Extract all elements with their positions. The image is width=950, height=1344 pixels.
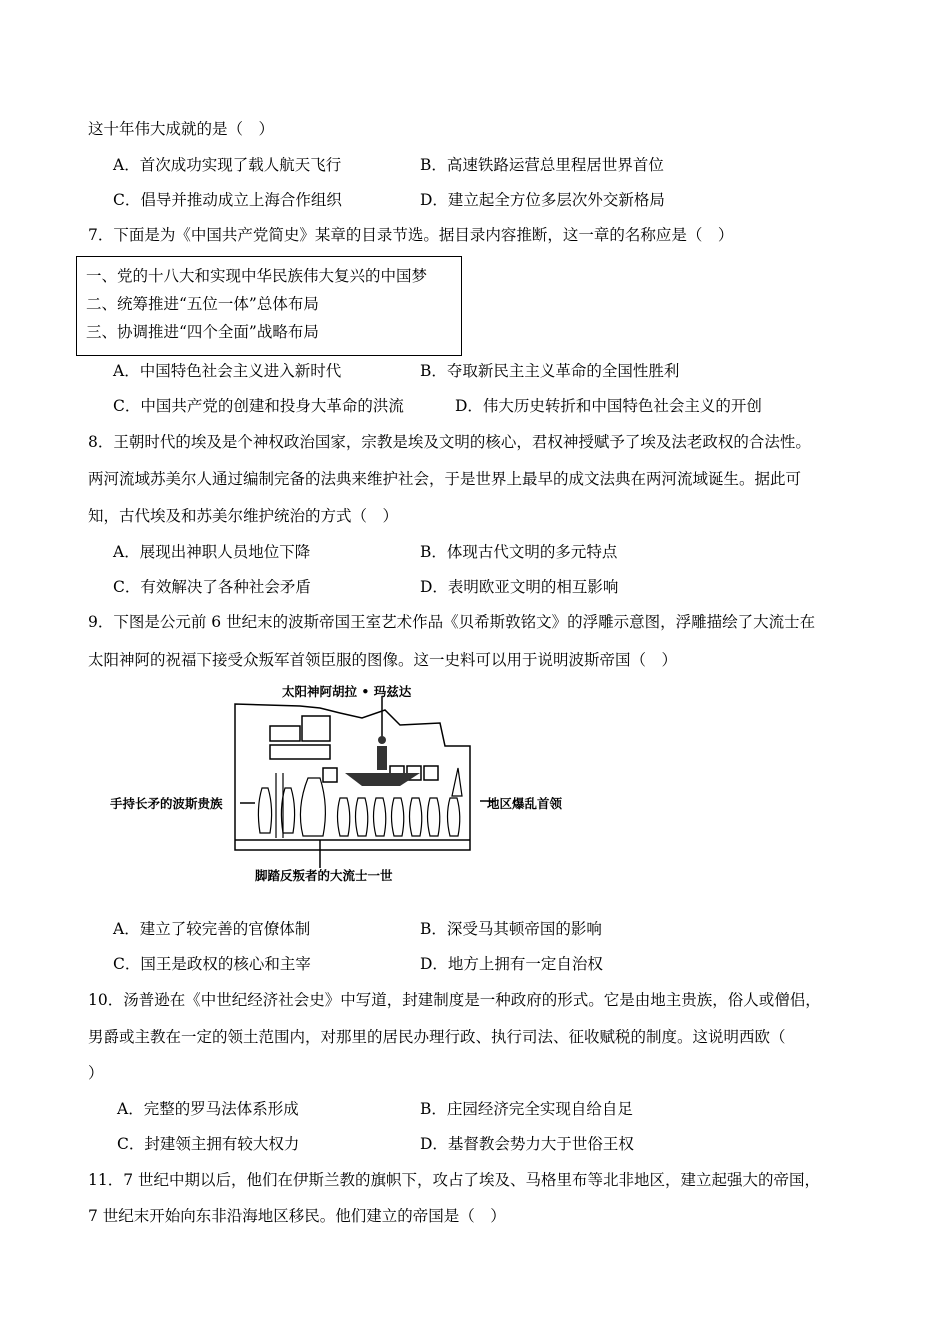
q6-option-b: B．高速铁路运营总里程居世界首位 xyxy=(420,156,664,174)
q9-option-b: B．深受马其顿帝国的影响 xyxy=(420,920,602,938)
q11-stem-line: 7 世纪末开始向东非沿海地区移民。他们建立的帝国是（ ） xyxy=(88,1207,506,1225)
q10-stem-line: 10．汤普逊在《中世纪经济社会史》中写道，封建制度是一种政府的形式。它是由地主贵族，俗人或僧侣， xyxy=(88,991,821,1009)
q7-toc-item: 二、统筹推进“五位一体”总体布局 xyxy=(86,295,319,313)
q7-option-c: C．中国共产党的创建和投身大革命的洪流 xyxy=(113,397,404,415)
label-persian-nobles: 手持长矛的波斯贵族 xyxy=(110,796,223,811)
q9-stem-line: 太阳神阿的祝福下接受众叛军首领臣服的图像。这一史料可以用于说明波斯帝国（ ） xyxy=(88,651,678,669)
q6-option-d: D．建立起全方位多层次外交新格局 xyxy=(420,191,665,209)
q8-option-d: D．表明欧亚文明的相互影响 xyxy=(420,578,619,596)
q6-option-c: C．倡导并推动成立上海合作组织 xyxy=(113,191,342,209)
q10-option-a: A．完整的罗马法体系形成 xyxy=(117,1100,299,1118)
q10-stem-line: 男爵或主教在一定的领土范围内，对那里的居民办理行政、执行司法、征收赋税的制度。这说明西欧（ xyxy=(88,1028,786,1046)
label-rebel-leaders: 地区爆乱首领 xyxy=(487,796,563,811)
behistun-relief-figure xyxy=(100,678,563,888)
q8-option-b: B．体现古代文明的多元特点 xyxy=(420,543,618,561)
q9-option-c: C．国王是政权的核心和主宰 xyxy=(113,955,311,973)
q10-option-d: D．基督教会势力大于世俗王权 xyxy=(420,1135,634,1153)
label-sun-god: 太阳神阿胡拉 • 玛兹达 xyxy=(282,684,412,699)
q8-stem-line: 两河流域苏美尔人通过编制完备的法典来维护社会，于是世界上最早的成文法典在两河流域诞生。据此可 xyxy=(88,470,802,488)
label-darius: 脚踏反叛者的大流士一世 xyxy=(255,868,393,883)
q9-option-a: A．建立了较完善的官僚体制 xyxy=(113,920,311,938)
q8-stem-line: 8．王朝时代的埃及是个神权政治国家，宗教是埃及文明的核心，君权神授赋予了埃及法老政权的合法性。 xyxy=(88,433,811,451)
q8-stem-line: 知，古代埃及和苏美尔维护统治的方式（ ） xyxy=(88,507,399,525)
q7-toc-item: 三、协调推进“四个全面”战略布局 xyxy=(86,323,319,341)
q8-option-c: C．有效解决了各种社会矛盾 xyxy=(113,578,311,596)
q10-option-c: C．封建领主拥有较大权力 xyxy=(117,1135,300,1153)
q7-toc-item: 一、党的十八大和实现中华民族伟大复兴的中国梦 xyxy=(86,267,428,285)
q6-option-a: A．首次成功实现了载人航天飞行 xyxy=(113,156,342,174)
q11-stem-line: 11．7 世纪中期以后，他们在伊斯兰教的旗帜下，攻占了埃及、马格里布等北非地区，建立起强大的帝国， xyxy=(88,1171,821,1189)
q10-stem-line: ） xyxy=(88,1064,104,1082)
q7-stem: 7．下面是为《中国共产党简史》某章的目录节选。据目录内容推断，这一章的名称应是（ ） xyxy=(88,226,734,244)
q7-option-a: A．中国特色社会主义进入新时代 xyxy=(113,362,342,380)
q9-option-d: D．地方上拥有一定自治权 xyxy=(420,955,603,973)
q7-option-b: B．夺取新民主主义革命的全国性胜利 xyxy=(420,362,680,380)
relief-drawing xyxy=(100,678,550,888)
q8-option-a: A．展现出神职人员地位下降 xyxy=(113,543,311,561)
q10-option-b: B．庄园经济完全实现自给自足 xyxy=(420,1100,633,1118)
q6-stem: 这十年伟大成就的是（ ） xyxy=(88,120,275,138)
q7-option-d: D．伟大历史转折和中国特色社会主义的开创 xyxy=(455,397,762,415)
q9-stem-line: 9．下图是公元前 6 世纪末的波斯帝国王室艺术作品《贝希斯敦铭文》的浮雕示意图，浮雕描绘了大流士在 xyxy=(88,613,816,631)
